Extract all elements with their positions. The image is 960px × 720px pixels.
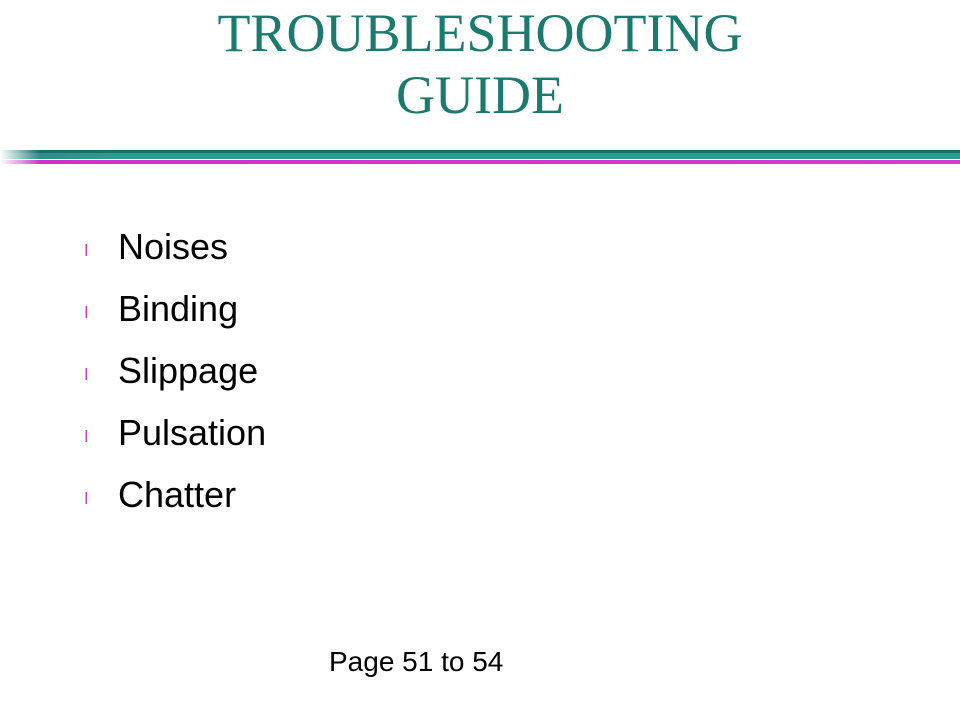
title-divider-teal-shade — [0, 150, 960, 153]
bullet-icon: l — [84, 365, 89, 384]
slide-title-line-2: GUIDE — [396, 65, 564, 125]
bullet-icon: l — [84, 489, 89, 508]
bullet-text-binding: Binding — [118, 288, 239, 329]
list-item — [84, 464, 266, 526]
list-item — [84, 216, 266, 278]
bullet-icon: l — [84, 303, 89, 322]
bullet-text-slippage: Slippage — [118, 350, 259, 391]
list-item — [84, 402, 266, 464]
bullet-icon: l — [84, 241, 89, 260]
bullet-text-noises: Noises — [118, 226, 229, 267]
bullet-icon: l — [84, 427, 89, 446]
bullet-text-pulsation: Pulsation — [118, 412, 267, 453]
page-reference: Page 51 to 54 — [329, 646, 504, 677]
bullet-list — [84, 216, 266, 526]
slide-title-line-1: TROUBLESHOOTING — [217, 3, 743, 63]
slide-title — [0, 2, 960, 126]
bullet-text-chatter: Chatter — [118, 474, 237, 515]
list-item — [84, 278, 266, 340]
list-item — [84, 340, 266, 402]
title-divider-magenta — [0, 160, 960, 164]
